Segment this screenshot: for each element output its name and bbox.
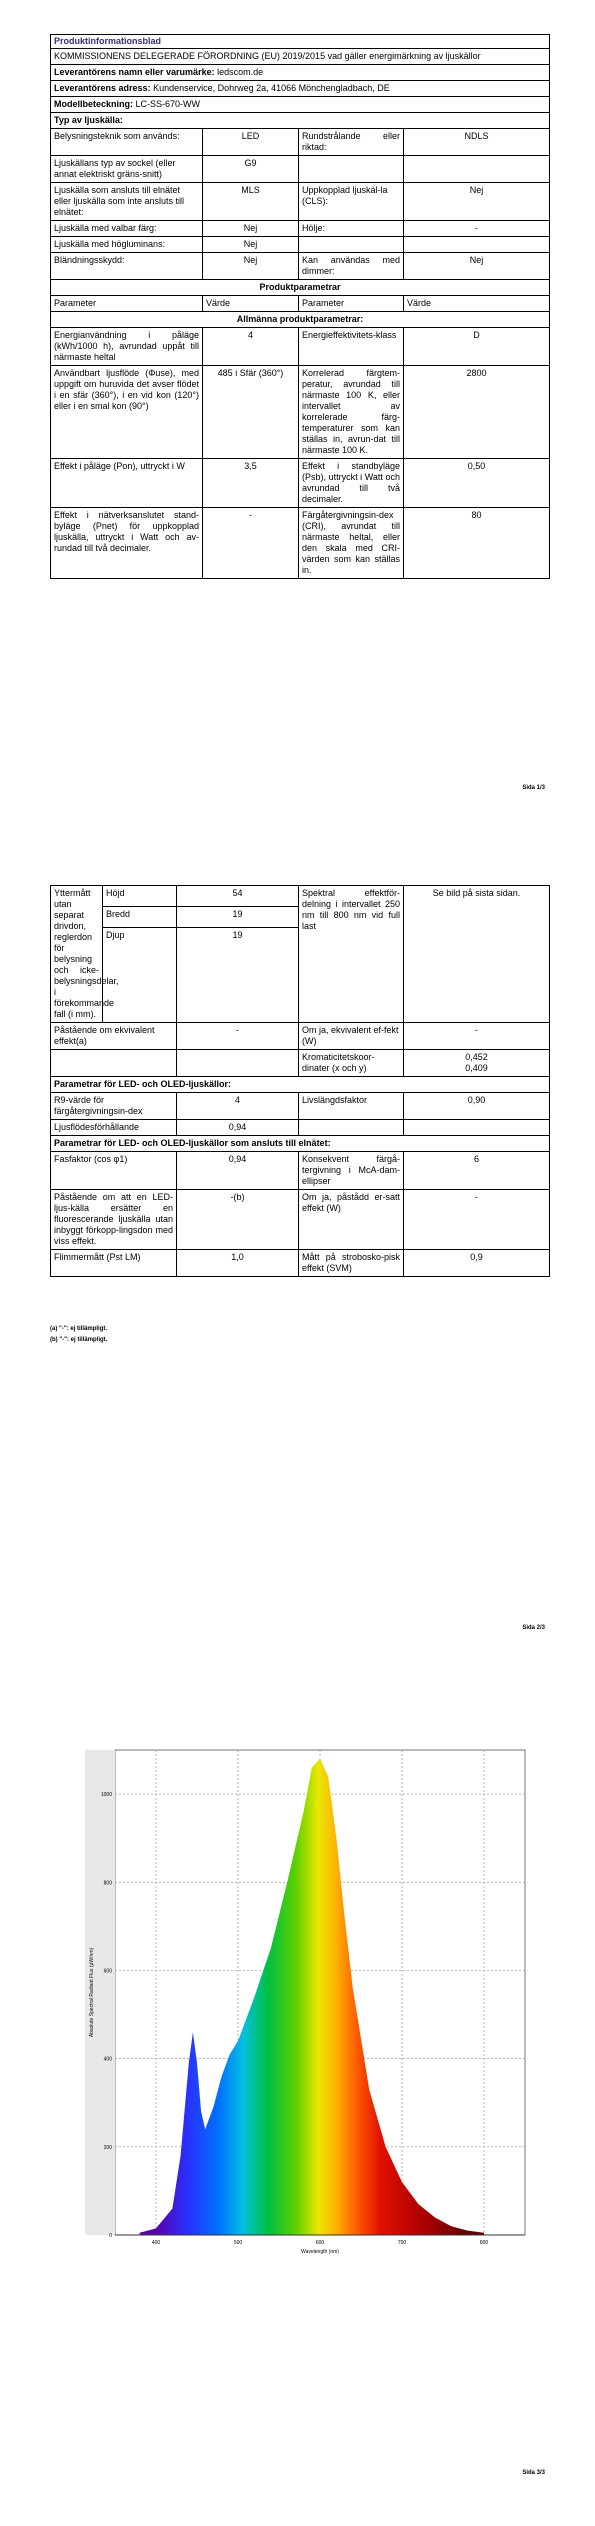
cct-label: Korrelerad färgtem-peratur, avrundad till närmaste 100 K, eller intervallet av korrelerade färg-temperaturer som kan ställas in, avrun-dat till närmaste 100 K. — [299, 366, 404, 459]
general-header: Allmänna produktparametrar: — [51, 312, 550, 328]
pf-label: Fasfaktor (cos φ1) — [51, 1152, 177, 1190]
tech-label: Belysningsteknik som används: — [51, 129, 203, 156]
empty-cell — [404, 1120, 550, 1136]
supplier-address-row — [51, 81, 550, 97]
envelope-label: Hölje: — [299, 221, 404, 237]
svm-value: 0,9 — [404, 1250, 550, 1277]
led-header: Parametrar för LED- och OLED-ljuskällor: — [51, 1077, 550, 1093]
r9-label: R9-värde för färgåtergivningsin-dex — [51, 1093, 177, 1120]
empty-cell — [299, 1120, 404, 1136]
y-tick-label: 800 — [103, 1880, 112, 1887]
chrom-y: 0,409 — [465, 1063, 488, 1073]
empty-cell — [404, 156, 550, 183]
model-row — [51, 97, 550, 113]
cap-value: G9 — [203, 156, 299, 183]
r9-value: 4 — [177, 1093, 299, 1120]
empty-cell — [177, 1050, 299, 1077]
tech-value: LED — [203, 129, 299, 156]
cri-value: 80 — [404, 508, 550, 579]
hl-value: Nej — [203, 237, 299, 253]
consist-value: 6 — [404, 1152, 550, 1190]
width-value: 19 — [177, 907, 299, 928]
cct-value: 2800 — [404, 366, 550, 459]
chrom-values — [404, 1050, 550, 1077]
spectrum-chart — [85, 1740, 540, 2265]
class-value: D — [404, 328, 550, 366]
hl-label: Ljuskälla med högluminans: — [51, 237, 203, 253]
dim-value: Nej — [404, 253, 550, 280]
cls-value: Nej — [404, 183, 550, 221]
model-value: LC-SS-670-WW — [135, 99, 201, 109]
page-number: Sida 1/3 — [522, 785, 545, 791]
supplier-address: Kundenservice, Dohrweg 2a, 41066 Mönchengladbach, DE — [153, 83, 390, 93]
replace-label: Påstående om att en LED-ljus-källa ersätter en fluorescerande ljuskälla utan inbyggt förkopp-lingsdon med viss effekt. — [51, 1190, 177, 1250]
chrom-x: 0,452 — [465, 1052, 488, 1062]
colour-value: Nej — [203, 221, 299, 237]
class-label: Energieffektivitets-klass — [299, 328, 404, 366]
mains-label: Ljuskälla som ansluts till elnätet eller ljuskälla som inte ansluts till elnätet: — [51, 183, 203, 221]
pf-value: 0,94 — [177, 1152, 299, 1190]
pon-label: Effekt i påläge (Pon), uttryckt i W — [51, 459, 203, 508]
type-header: Typ av ljuskälla: — [51, 113, 550, 129]
replace-value: -(b) — [177, 1190, 299, 1250]
cap-label: Ljuskällans typ av sockel (eller annat elektriskt gräns-snitt) — [51, 156, 203, 183]
y-tick-label: 400 — [103, 2056, 112, 2063]
y-tick-label: 0 — [109, 2233, 112, 2239]
energy-label: Energianvändning i påläge (kWh/1000 h), avrundad uppåt till närmaste heltal — [51, 328, 203, 366]
page-number: Sida 2/3 — [522, 1625, 545, 1631]
equiv-value: - — [177, 1023, 299, 1050]
col-param: Parameter — [51, 296, 203, 312]
equiv-w-value: - — [404, 1023, 550, 1050]
psb-value: 0,50 — [404, 459, 550, 508]
height-value: 54 — [177, 886, 299, 907]
empty-cell — [299, 156, 404, 183]
x-axis-label: Wavelength (nm) — [301, 2249, 339, 2255]
dir-value: NDLS — [404, 129, 550, 156]
x-tick-label: 500 — [233, 2240, 243, 2246]
document-title: Produktinformationsblad — [51, 35, 550, 49]
params-header: Produktparametrar — [51, 280, 550, 296]
maint-value: 0,94 — [177, 1120, 299, 1136]
y-axis-label: Absolute Spectral Radiant Flux (µW/nm) — [89, 1947, 95, 2038]
pon-value: 3,5 — [203, 459, 299, 508]
y-tick-label: 200 — [103, 2144, 112, 2151]
col-value: Värde — [404, 296, 550, 312]
x-tick-label: 600 — [315, 2240, 325, 2246]
regulation-text: KOMMISSIONENS DELEGERADE FÖRORDNING (EU) 2019/2015 vad gäller energimärkning av ljuskällor — [51, 49, 550, 65]
flicker-label: Flimmermått (Pst LM) — [51, 1250, 177, 1277]
pnet-value: - — [203, 508, 299, 579]
replace-w-label: Om ja, påstådd er-satt effekt (W) — [299, 1190, 404, 1250]
flicker-value: 1,0 — [177, 1250, 299, 1277]
page-number: Sida 3/3 — [522, 2470, 545, 2476]
maint-label: Ljusflödesförhållande — [51, 1120, 177, 1136]
dim-label: Kan användas med dimmer: — [299, 253, 404, 280]
flux-value: 485 i Sfär (360°) — [203, 366, 299, 459]
model-label: Modellbeteckning: — [54, 99, 134, 109]
chrom-label: Kromaticitetskoor-dinater (x och y) — [299, 1050, 404, 1077]
equiv-label: Påstående om ekvivalent effekt(a) — [51, 1023, 177, 1050]
col-value: Värde — [203, 296, 299, 312]
footnote-a: (a) "-": ej tillämpligt. — [50, 1326, 108, 1332]
energy-value: 4 — [203, 328, 299, 366]
y-tick-label: 1000 — [100, 1792, 112, 1799]
cri-label: Färgåtergivningsin-dex (CRI), avrundat till närmaste heltal, eller den skala med CRI-värden som kan ställas in. — [299, 508, 404, 579]
envelope-value: - — [404, 221, 550, 237]
product-info-table-1 — [50, 34, 550, 579]
x-tick-label: 400 — [151, 2240, 161, 2246]
spectral-value: Se bild på sista sidan. — [404, 886, 550, 1023]
x-tick-label: 700 — [397, 2240, 407, 2246]
footnote-b: (b) "-": ej tillämpligt. — [50, 1337, 108, 1343]
flux-label: Användbart ljusflöde (Φuse), med uppgift om huruvida det avser flödet i en sfär (360°), i en vid kon (120°) eller i en smal kon (90°) — [51, 366, 203, 459]
width-label: Bredd — [103, 907, 177, 928]
equiv-w-label: Om ja, ekvivalent ef-fekt (W) — [299, 1023, 404, 1050]
empty-cell — [299, 237, 404, 253]
col-param: Parameter — [299, 296, 404, 312]
supplier-name: ledscom.de — [217, 67, 264, 77]
consist-label: Konsekvent färgå-tergivning i McA-dam-ellipser — [299, 1152, 404, 1190]
product-info-table-2 — [50, 885, 550, 1277]
mains-value: MLS — [203, 183, 299, 221]
height-label: Höjd — [103, 886, 177, 907]
psb-label: Effekt i standbyläge (Psb), uttryckt i Watt och avrundad till två decimaler. — [299, 459, 404, 508]
supplier-address-label: Leverantörens adress: — [54, 83, 151, 93]
empty-cell — [51, 1050, 177, 1077]
depth-label: Djup — [103, 928, 177, 1023]
pnet-label: Effekt i nätverksanslutet stand-byläge (Pnet) för uppkopplad ljuskälla, uttryckt i Watt och av-rundad till två decimaler. — [51, 508, 203, 579]
depth-value: 19 — [177, 928, 299, 1023]
svm-label: Mått på strobosko-pisk effekt (SVM) — [299, 1250, 404, 1277]
spectrum-chart-svg — [85, 1740, 540, 2265]
supplier-name-row — [51, 65, 550, 81]
cls-label: Uppkopplad ljuskäl-la (CLS): — [299, 183, 404, 221]
glare-value: Nej — [203, 253, 299, 280]
spectral-label: Spektral effektför-delning i intervallet 250 nm till 800 nm vid full last — [299, 886, 404, 1023]
survival-label: Livslängdsfaktor — [299, 1093, 404, 1120]
survival-value: 0,90 — [404, 1093, 550, 1120]
glare-label: Bländningsskydd: — [51, 253, 203, 280]
dir-label: Rundstrålande eller riktad: — [299, 129, 404, 156]
dims-label: Yttermått utan separat drivdon, reglerdon för belysning och icke-belysningsdelar, i förekommande fall (i mm). — [51, 886, 103, 1023]
supplier-name-label: Leverantörens namn eller varumärke: — [54, 67, 215, 77]
replace-w-value: - — [404, 1190, 550, 1250]
x-tick-label: 800 — [479, 2240, 489, 2246]
mains-header: Parametrar för LED- och OLED-ljuskällor som ansluts till elnätet: — [51, 1136, 550, 1152]
y-tick-label: 600 — [103, 1968, 112, 1975]
colour-label: Ljuskälla med valbar färg: — [51, 221, 203, 237]
empty-cell — [404, 237, 550, 253]
